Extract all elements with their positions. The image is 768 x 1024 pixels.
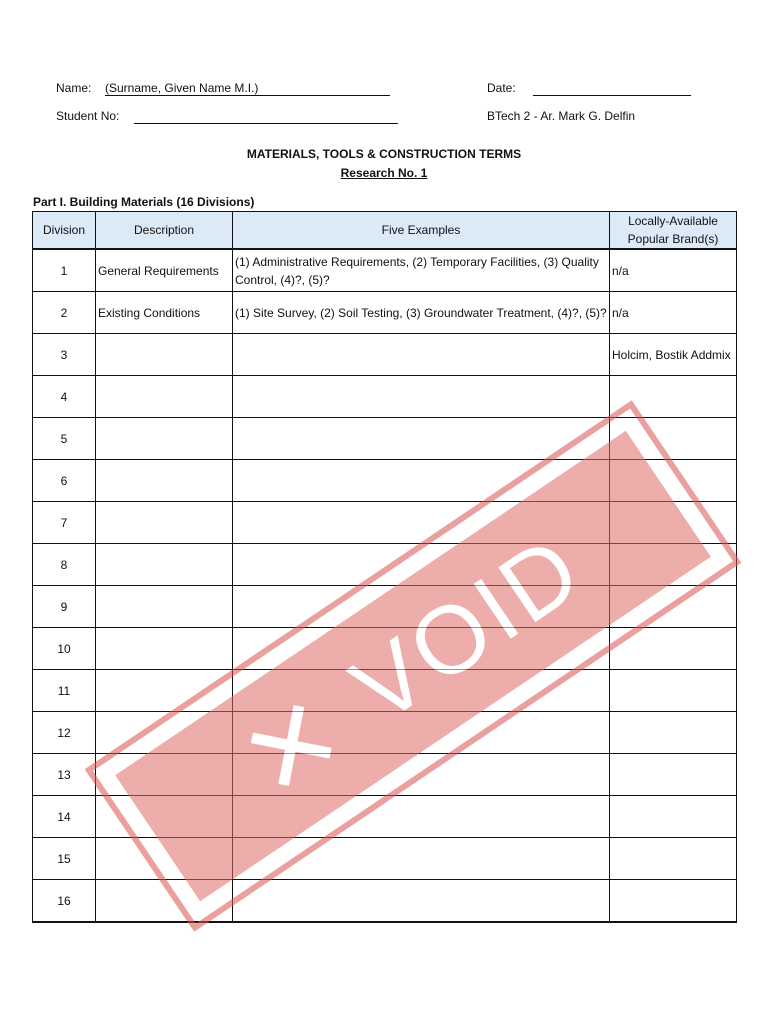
- table-row: [33, 418, 737, 460]
- header-division: Division: [33, 212, 96, 250]
- cell-description[interactable]: [96, 880, 233, 923]
- cell-description[interactable]: [96, 460, 233, 502]
- x-mark-icon: ✕: [218, 668, 367, 827]
- cell-division: 9: [33, 586, 96, 628]
- table-row: [33, 376, 737, 418]
- cell-brands[interactable]: [610, 376, 737, 418]
- cell-division: 16: [33, 880, 96, 923]
- cell-examples[interactable]: [233, 418, 610, 460]
- subtitle-text: Research No. 1: [340, 166, 428, 180]
- part-title: Part I. Building Materials (16 Divisions): [33, 195, 255, 209]
- cell-division: 10: [33, 628, 96, 670]
- cell-description[interactable]: [96, 586, 233, 628]
- name-label: Name:: [56, 81, 92, 95]
- cell-brands[interactable]: [610, 754, 737, 796]
- header-brands: Locally-Available Popular Brand(s): [610, 212, 737, 250]
- cell-examples[interactable]: [233, 628, 610, 670]
- cell-division: 8: [33, 544, 96, 586]
- cell-brands[interactable]: [610, 796, 737, 838]
- cell-brands[interactable]: [610, 670, 737, 712]
- cell-examples[interactable]: [233, 460, 610, 502]
- table-row: [33, 249, 737, 292]
- cell-brands[interactable]: [610, 628, 737, 670]
- cell-division: 14: [33, 796, 96, 838]
- cell-brands[interactable]: [610, 502, 737, 544]
- cell-brands[interactable]: [610, 544, 737, 586]
- cell-description[interactable]: Existing Conditions: [96, 292, 233, 334]
- cell-examples[interactable]: [233, 376, 610, 418]
- cell-brands[interactable]: [610, 838, 737, 880]
- header-description: Description: [96, 212, 233, 250]
- cell-examples[interactable]: [233, 838, 610, 880]
- cell-description[interactable]: [96, 754, 233, 796]
- date-label: Date:: [487, 81, 516, 95]
- cell-examples[interactable]: [233, 754, 610, 796]
- cell-brands[interactable]: n/a: [610, 249, 737, 292]
- table-row: [33, 838, 737, 880]
- cell-description[interactable]: General Requirements: [96, 249, 233, 292]
- cell-description[interactable]: [96, 712, 233, 754]
- cell-description[interactable]: [96, 376, 233, 418]
- table-row: [33, 502, 737, 544]
- cell-division: 1: [33, 249, 96, 292]
- cell-examples[interactable]: [233, 544, 610, 586]
- name-field[interactable]: (Surname, Given Name M.I.): [105, 81, 390, 96]
- document-title: MATERIALS, TOOLS & CONSTRUCTION TERMS: [246, 147, 522, 161]
- cell-examples[interactable]: [233, 880, 610, 923]
- table-row: [33, 796, 737, 838]
- cell-examples[interactable]: [233, 334, 610, 376]
- cell-examples[interactable]: [233, 502, 610, 544]
- cell-division: 13: [33, 754, 96, 796]
- cell-brands[interactable]: n/a: [610, 292, 737, 334]
- table-row: [33, 334, 737, 376]
- table-row: [33, 544, 737, 586]
- cell-brands[interactable]: [610, 586, 737, 628]
- table-row: [33, 292, 737, 334]
- materials-table: [32, 211, 737, 923]
- cell-division: 3: [33, 334, 96, 376]
- cell-examples[interactable]: [233, 796, 610, 838]
- cell-brands[interactable]: [610, 880, 737, 923]
- student-no-field[interactable]: [134, 109, 398, 124]
- cell-description[interactable]: [96, 502, 233, 544]
- cell-division: 11: [33, 670, 96, 712]
- cell-examples[interactable]: (1) Site Survey, (2) Soil Testing, (3) Groundwater Treatment, (4)?, (5)?: [233, 292, 610, 334]
- cell-brands[interactable]: Holcim, Bostik Addmix: [610, 334, 737, 376]
- cell-brands[interactable]: [610, 418, 737, 460]
- cell-division: 2: [33, 292, 96, 334]
- table-row: [33, 880, 737, 923]
- table-row: [33, 586, 737, 628]
- cell-division: 12: [33, 712, 96, 754]
- date-field[interactable]: [533, 81, 691, 96]
- cell-description[interactable]: [96, 796, 233, 838]
- cell-description[interactable]: [96, 334, 233, 376]
- cell-division: 15: [33, 838, 96, 880]
- cell-examples[interactable]: [233, 712, 610, 754]
- table-row: [33, 628, 737, 670]
- cell-division: 6: [33, 460, 96, 502]
- table-header-row: [33, 212, 737, 250]
- table-row: [33, 670, 737, 712]
- cell-brands[interactable]: [610, 460, 737, 502]
- cell-description[interactable]: [96, 544, 233, 586]
- cell-description[interactable]: [96, 628, 233, 670]
- cell-examples[interactable]: (1) Administrative Requirements, (2) Temporary Facilities, (3) Quality Control, (4)?, (5)?: [233, 249, 610, 292]
- cell-description[interactable]: [96, 838, 233, 880]
- cell-division: 7: [33, 502, 96, 544]
- table-row: [33, 460, 737, 502]
- header-five-examples: Five Examples: [233, 212, 610, 250]
- document-subtitle: [0, 166, 768, 180]
- table-row: [33, 712, 737, 754]
- cell-examples[interactable]: [233, 586, 610, 628]
- table-row: [33, 754, 737, 796]
- cell-division: 4: [33, 376, 96, 418]
- cell-examples[interactable]: [233, 670, 610, 712]
- cell-description[interactable]: [96, 418, 233, 460]
- cell-division: 5: [33, 418, 96, 460]
- course-instructor: BTech 2 - Ar. Mark G. Delfin: [487, 109, 636, 123]
- watermark-text: VOID: [333, 514, 602, 744]
- cell-description[interactable]: [96, 670, 233, 712]
- student-no-label: Student No:: [56, 109, 120, 123]
- table-body: [33, 249, 737, 922]
- cell-brands[interactable]: [610, 712, 737, 754]
